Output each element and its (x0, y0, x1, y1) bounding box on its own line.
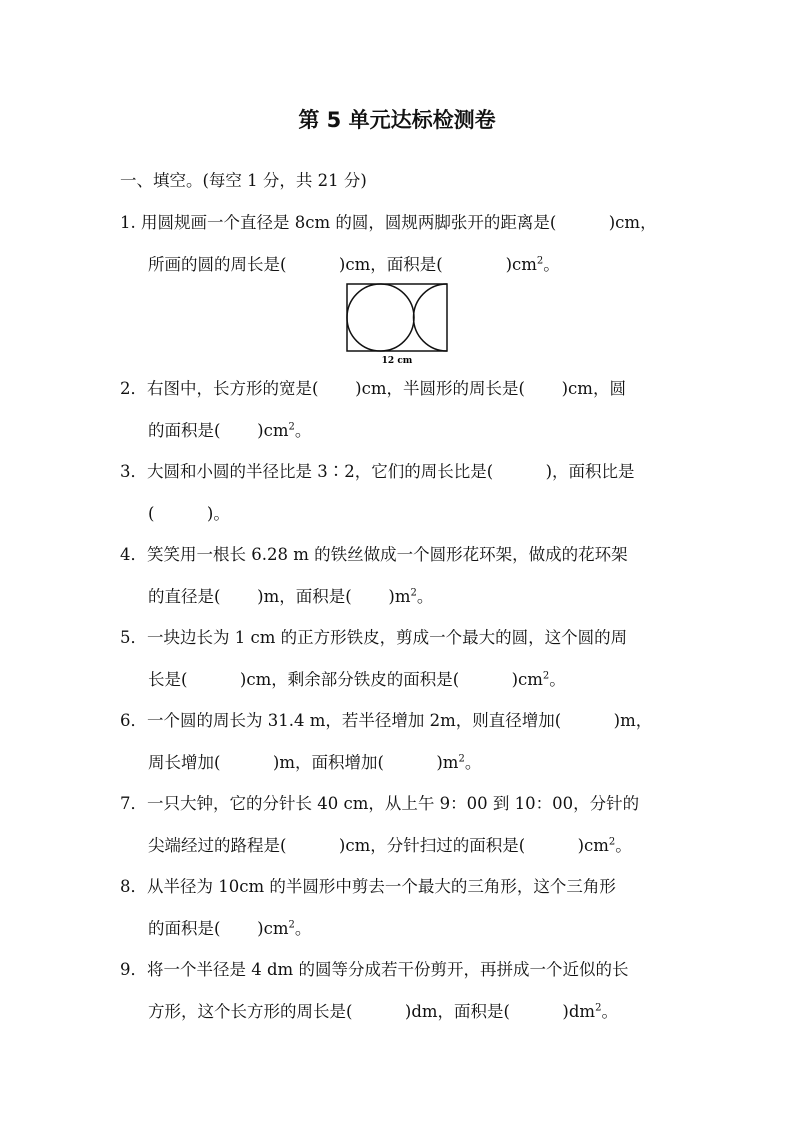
question-5-line-1: 5．一块边长为 1 cm 的正方形铁皮，剪成一个最大的圆，这个圆的周 (120, 628, 628, 647)
question-6-text: 周长增加( )m，面积增加( )m (148, 753, 459, 772)
question-1-text: 所画的圆的周长是( )cm，面积是( )cm (148, 255, 537, 274)
superscript: 2 (410, 587, 417, 599)
question-5-text: 长是( )cm，剩余部分铁皮的面积是( )cm (148, 670, 543, 689)
question-3-line-1: 3．大圆和小圆的半径比是 3∶2，它们的周长比是( )，面积比是 (120, 462, 635, 481)
question-4-end: 。 (416, 587, 434, 606)
question-6-line-2 (148, 752, 481, 774)
question-4-text: 的直径是( )m，面积是( )m (148, 587, 411, 606)
superscript: 2 (458, 753, 465, 765)
question-9-line-1: 9．将一个半径是 4 dm 的圆等分成若干份剪开，再拼成一个近似的长 (120, 960, 629, 979)
question-3-end: 。 (213, 504, 230, 523)
superscript: 2 (595, 1002, 602, 1014)
question-6-end: 。 (464, 753, 482, 772)
superscript: 2 (288, 919, 295, 931)
page-title: 第 5 单元达标检测卷 (298, 108, 496, 132)
question-5-line-2 (148, 669, 566, 691)
question-1-line-1: 1. 用圆规画一个直径是 8cm 的圆，圆规两脚张开的距离是( )cm， (120, 213, 657, 232)
question-2-text: 的面积是( )cm (148, 421, 289, 440)
question-3-text: ( ) (148, 504, 214, 523)
section-heading: 一、填空。(每空 1 分，共 21 分) (120, 171, 367, 190)
figure-rectangle (347, 284, 447, 351)
figure-svg (344, 281, 450, 367)
question-4-line-2 (148, 586, 433, 608)
question-7-end: 。 (615, 836, 632, 855)
question-7-text: 尖端经过的路程是( )cm，分针扫过的面积是( )cm (148, 836, 609, 855)
question-8-end: 。 (294, 919, 312, 938)
question-3-line-2 (148, 503, 230, 525)
question-2-end: 。 (294, 421, 312, 440)
question-9-line-2 (148, 1001, 618, 1023)
question-1-line-2 (148, 254, 560, 276)
figure-circle (347, 284, 414, 351)
question-5-end: 。 (549, 670, 566, 689)
question-7-line-2 (148, 835, 632, 857)
question-9-text: 方形，这个长方形的周长是( )dm，面积是( )dm (148, 1002, 596, 1021)
question-7-line-1: 7．一只大钟，它的分针长 40 cm，从上午 9：00 到 10：00，分针的 (120, 794, 640, 813)
rectangle-circle-figure (344, 281, 450, 371)
superscript: 2 (608, 836, 616, 848)
figure-semicircle (414, 284, 447, 351)
figure-label: 12 cm (381, 356, 413, 366)
superscript: 2 (288, 421, 295, 433)
question-8-line-1: 8．从半径为 10cm 的半圆形中剪去一个最大的三角形，这个三角形 (120, 877, 616, 896)
question-4-line-1: 4．笑笑用一根长 6.28 m 的铁丝做成一个圆形花环架，做成的花环架 (120, 545, 628, 564)
superscript: 2 (542, 670, 550, 682)
question-2-line-2 (148, 420, 311, 442)
question-2-line-1: 2．右图中，长方形的宽是( )cm，半圆形的周长是( )cm，圆 (120, 379, 626, 398)
question-8-text: 的面积是( )cm (148, 919, 289, 938)
superscript: 2 (536, 255, 544, 267)
question-1-end: 。 (543, 255, 560, 274)
question-8-line-2 (148, 918, 311, 940)
question-6-line-1: 6．一个圆的周长为 31.4 m，若半径增加 2m，则直径增加( )m， (120, 711, 653, 730)
question-9-end: 。 (601, 1002, 618, 1021)
